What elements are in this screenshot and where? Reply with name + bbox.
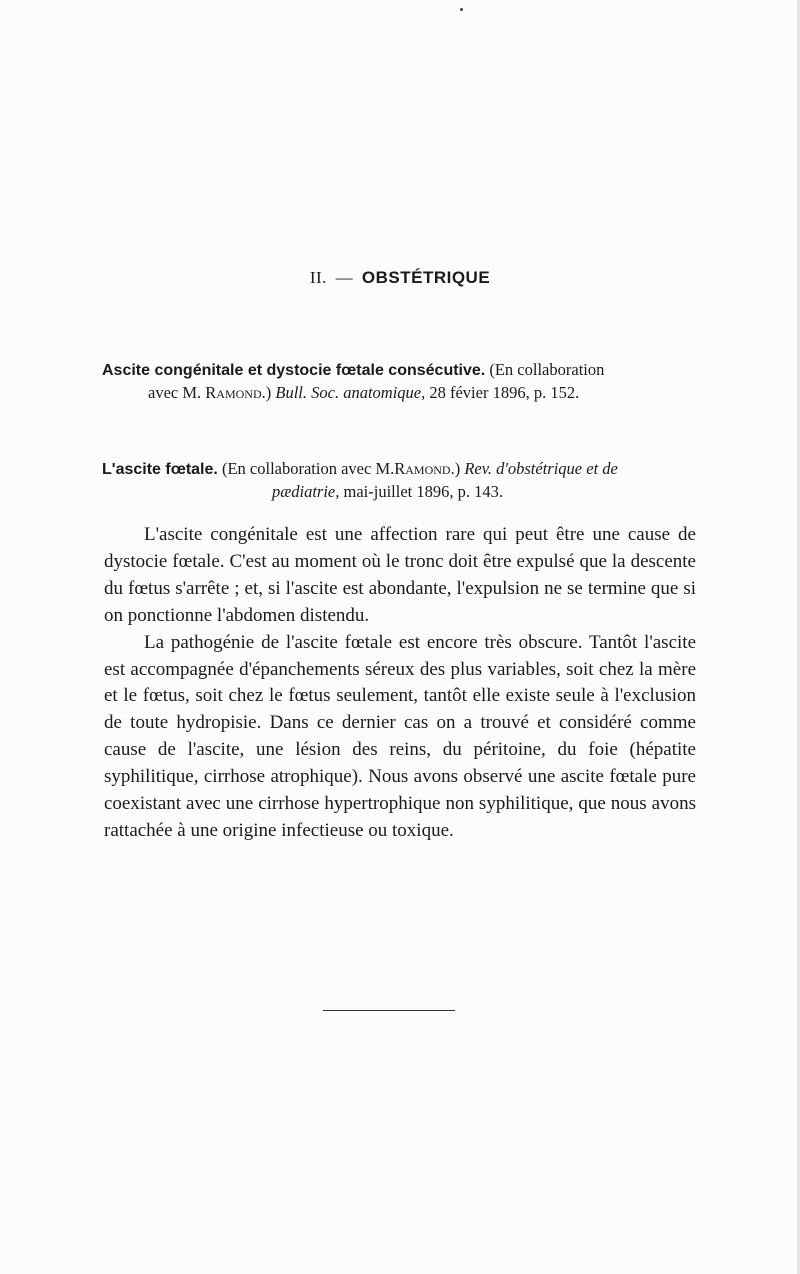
reference-1-line-1 [102, 359, 604, 382]
reference-1-collab-with: avec M. [148, 383, 206, 402]
reference-1-collab-prefix: (En collaboration [485, 360, 605, 379]
reference-2-title: L'ascite fœtale. [102, 461, 218, 478]
reference-2-date: mai-juillet 1896, p. 143. [339, 482, 503, 501]
reference-2-line-1 [102, 458, 618, 481]
section-number: II. [309, 268, 327, 287]
reference-2-collaborator: Ramond [394, 459, 451, 478]
reference-2-line-2 [272, 481, 503, 503]
section-title: OBSTÉTRIQUE [361, 268, 491, 287]
reference-1-date: 28 févier 1896, p. 152. [425, 383, 580, 402]
reference-1-collab-suffix: .) [261, 383, 276, 402]
reference-1-collaborator: Ramond [205, 383, 262, 402]
reference-2-journal-part-2: pædiatrie, [272, 482, 340, 501]
reference-2-journal-part-1: Rev. d'obstétrique et de [464, 459, 618, 478]
paragraph-2: La pathogénie de l'ascite fœtale est encore très obscure. Tantôt l'ascite est accompagnée d'épanchements séreux des plus variables, soit chez la mère et le fœtus, soit chez le fœtus seulement, tantôt elle existe seule à l'exclusion de toute hydropisie. Dans ce dernier cas on a trouvé et considéré comme cause de l'ascite, une lésion des reins, du péritoine, du foie (hépatite syphilitique, cirrhose atrophique). Nous avons observé une ascite fœtale pure coexistant avec une cirrhose hypertrophique non syphilitique, que nous avons rattachée à une origine infectieuse ou toxique. [104, 631, 696, 841]
reference-2-collab-prefix: (En collaboration avec M. [217, 459, 395, 478]
ink-speck [460, 8, 463, 11]
body-text [104, 522, 696, 845]
reference-2-collab-suffix: .) [450, 459, 465, 478]
reference-1-journal: Bull. Soc. anatomique, [275, 383, 426, 402]
section-heading [0, 268, 800, 288]
reference-1-title: Ascite congénitale et dystocie fœtale consécutive. [102, 362, 486, 379]
paragraph-1: L'ascite congénitale est une affection rare qui peut être une cause de dystocie fœtale. C'est au moment où le tronc doit être expulsé que la descente du fœtus s'arrête ; et, si l'ascite est abondante, l'expulsion ne se termine que si on ponctionne l'abdomen distendu. [104, 524, 696, 626]
reference-1-line-2 [148, 382, 579, 404]
end-rule-divider [323, 1010, 455, 1011]
section-dash: — [335, 268, 354, 287]
